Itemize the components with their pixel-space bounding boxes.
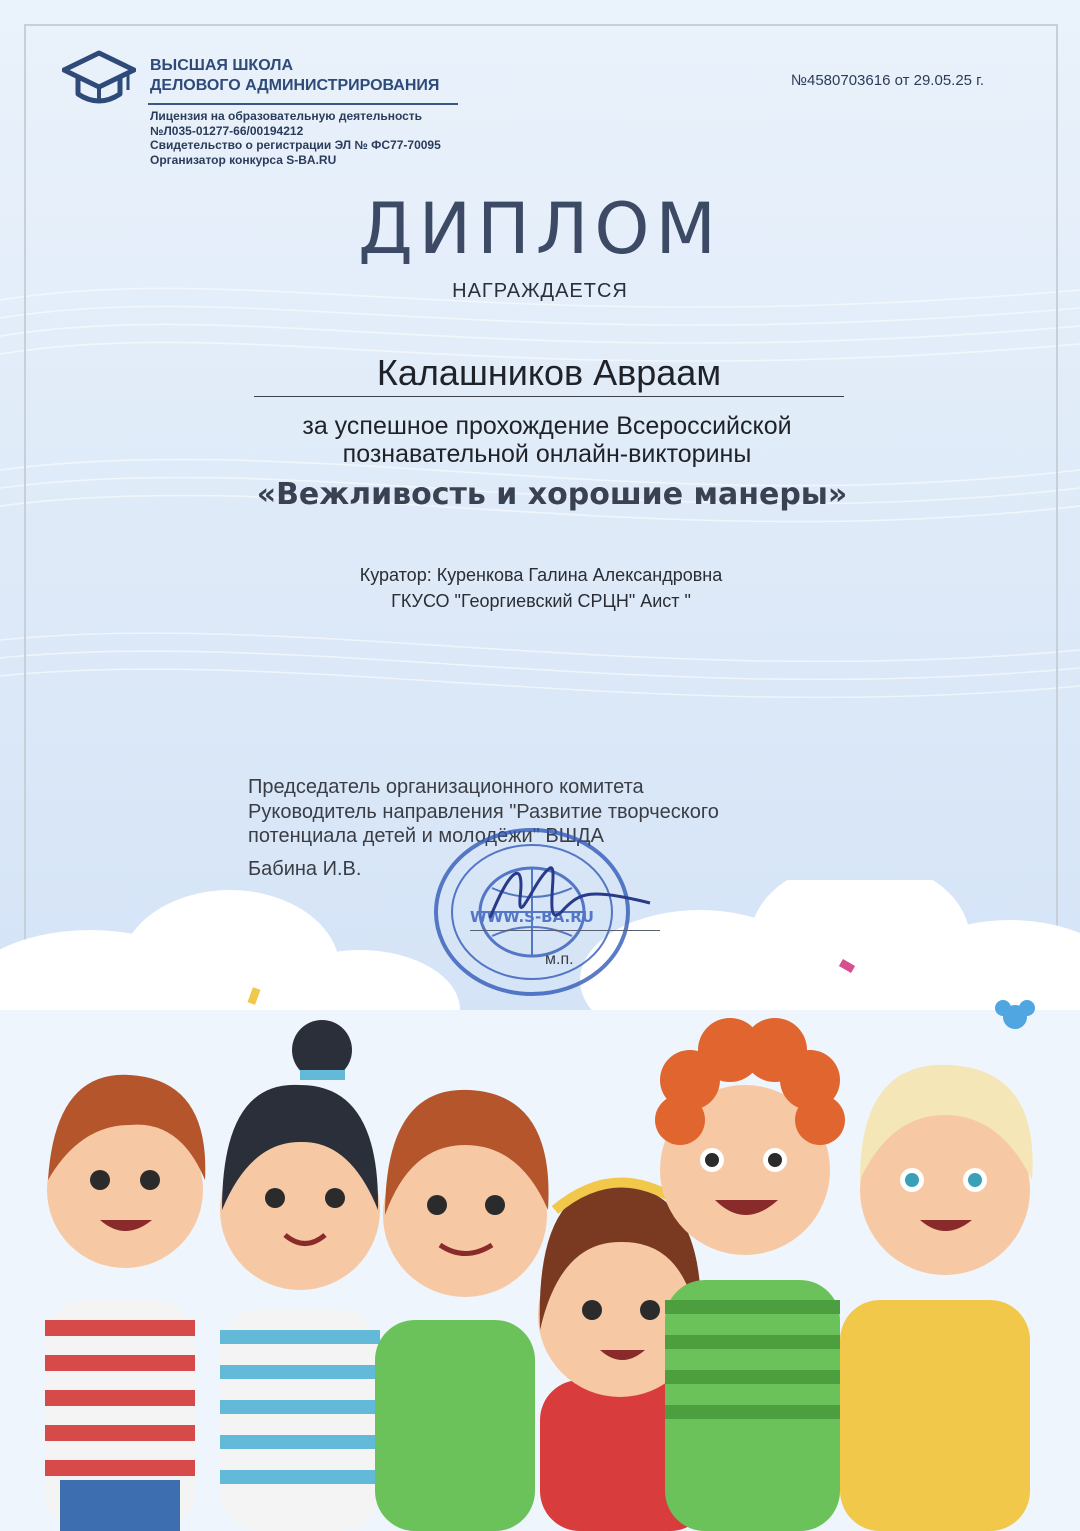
registration-certificate: Свидетельство о регистрации ЭЛ № ФС77-70095 [150, 138, 441, 152]
awarded-label: НАГРАЖДАЕТСЯ [452, 280, 628, 302]
signature-line [470, 930, 660, 931]
seal-text: WWW.S-BA.RU [470, 908, 594, 926]
organization-name-line2: ДЕЛОВОГО АДМИНИСТРИРОВАНИЯ [150, 77, 440, 94]
license-info [150, 109, 530, 167]
institution-line: ГКУСО "Георгиевский СРЦН" Аист " [391, 591, 691, 611]
signature [480, 848, 660, 958]
curator-info [0, 562, 1080, 614]
license-line: Лицензия на образовательную деятельность [150, 109, 423, 123]
graduation-cap-icon [62, 50, 136, 112]
page-title: ДИПЛОМ [358, 188, 722, 270]
chairman-name: Бабина И.В. [248, 857, 362, 880]
recipient-underline [254, 396, 844, 397]
chairman-position-cont: потенциала детей и молодёжи" ВШДА [248, 825, 604, 847]
curator-line: Куратор: Куренкова Галина Александровна [359, 565, 723, 585]
organization-name-line1: ВЫСШАЯ ШКОЛА [150, 57, 294, 74]
chairman-position: Руководитель направления "Развитие творческого [248, 800, 719, 823]
recipient-name: Калашников Авраам [376, 352, 722, 393]
contest-organizer: Организатор конкурса S-BA.RU [150, 152, 337, 167]
award-reason-line2: познавательной онлайн-викторины [342, 440, 752, 468]
certificate-number: №4580703616 от 29.05.25 г. [790, 72, 984, 89]
quiz-name: «Вежливость и хорошие манеры» [256, 477, 848, 512]
stamp-label: м.п. [545, 951, 574, 968]
organization-divider [148, 103, 458, 105]
chairman-title: Председатель организационного комитета [248, 776, 644, 798]
license-number: №Л035-01277-66/00194212 [150, 123, 304, 138]
award-reason [0, 412, 1080, 468]
organization-name [150, 56, 470, 96]
award-reason-line1: за успешное прохождение Всероссийской [302, 412, 792, 440]
